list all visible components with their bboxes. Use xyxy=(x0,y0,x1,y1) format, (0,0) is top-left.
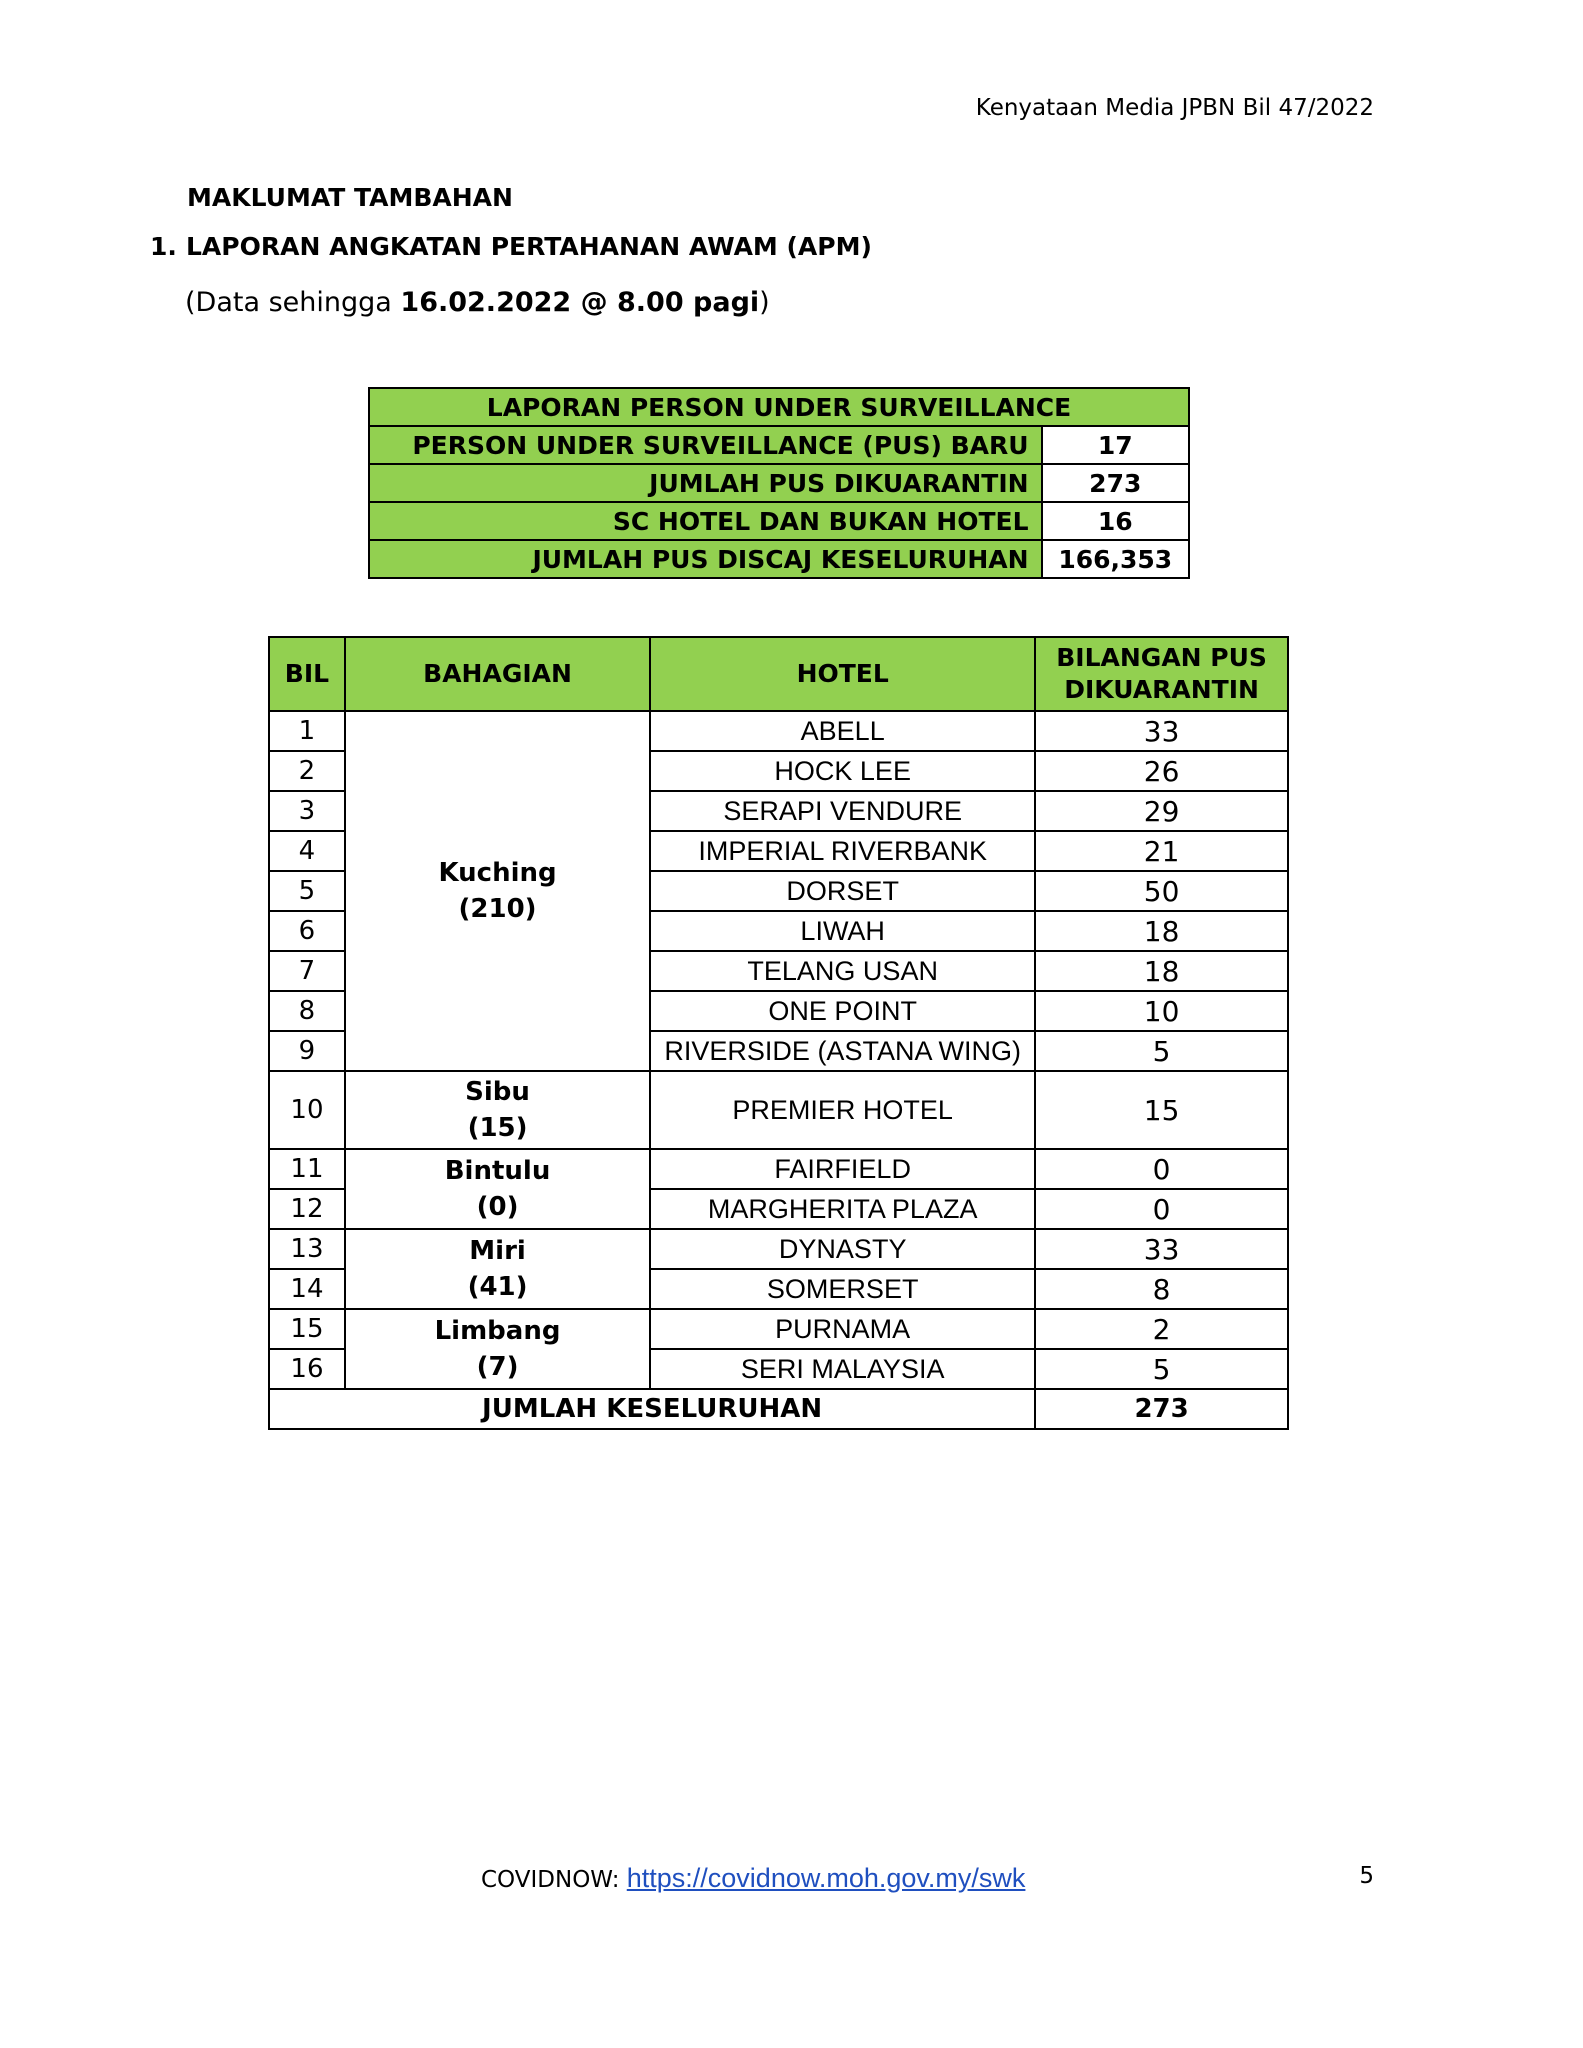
row-bil: 5 xyxy=(269,871,345,911)
region-miri xyxy=(345,1229,650,1309)
table-row xyxy=(269,1309,1288,1349)
row-count: 0 xyxy=(1035,1189,1288,1229)
region-name: Sibu xyxy=(465,1076,530,1107)
row-hotel: IMPERIAL RIVERBANK xyxy=(650,831,1035,871)
table-header-row xyxy=(269,637,1288,711)
row-hotel: FAIRFIELD xyxy=(650,1149,1035,1189)
row-hotel: DYNASTY xyxy=(650,1229,1035,1269)
row-hotel: TELANG USAN xyxy=(650,951,1035,991)
summary-label: JUMLAH PUS DIKUARANTIN xyxy=(369,464,1042,502)
table-row xyxy=(269,711,1288,751)
page-number: 5 xyxy=(1359,1863,1374,1889)
row-bil: 4 xyxy=(269,831,345,871)
count-header-line2: DIKUARANTIN xyxy=(1064,675,1259,704)
total-label: JUMLAH KESELURUHAN xyxy=(269,1389,1035,1429)
summary-label: SC HOTEL DAN BUKAN HOTEL xyxy=(369,502,1042,540)
row-count: 18 xyxy=(1035,951,1288,991)
row-count: 29 xyxy=(1035,791,1288,831)
row-hotel: SERI MALAYSIA xyxy=(650,1349,1035,1389)
summary-row xyxy=(369,426,1189,464)
row-count: 33 xyxy=(1035,711,1288,751)
row-hotel: SERAPI VENDURE xyxy=(650,791,1035,831)
row-count: 5 xyxy=(1035,1031,1288,1071)
column-header-hotel: HOTEL xyxy=(650,637,1035,711)
row-hotel: PURNAMA xyxy=(650,1309,1035,1349)
row-bil: 9 xyxy=(269,1031,345,1071)
row-hotel: MARGHERITA PLAZA xyxy=(650,1189,1035,1229)
region-count: (15) xyxy=(467,1113,528,1143)
column-header-bil: BIL xyxy=(269,637,345,711)
row-bil: 1 xyxy=(269,711,345,751)
report-title xyxy=(150,232,872,261)
summary-value: 166,353 xyxy=(1042,540,1189,578)
row-bil: 6 xyxy=(269,911,345,951)
report-number: 1. xyxy=(150,232,177,261)
row-bil: 10 xyxy=(269,1071,345,1149)
row-bil: 11 xyxy=(269,1149,345,1189)
count-header-line1: BILANGAN PUS xyxy=(1056,642,1267,672)
footer-prefix: COVIDNOW: xyxy=(481,1867,627,1893)
row-count: 5 xyxy=(1035,1349,1288,1389)
document-header: Kenyataan Media JPBN Bil 47/2022 xyxy=(975,95,1374,121)
row-count: 10 xyxy=(1035,991,1288,1031)
row-hotel: DORSET xyxy=(650,871,1035,911)
date-suffix: ) xyxy=(759,287,770,318)
region-limbang xyxy=(345,1309,650,1389)
summary-label: JUMLAH PUS DISCAJ KESELURUHAN xyxy=(369,540,1042,578)
summary-value: 16 xyxy=(1042,502,1189,540)
region-count: (41) xyxy=(467,1272,528,1302)
row-hotel: ABELL xyxy=(650,711,1035,751)
row-hotel: LIWAH xyxy=(650,911,1035,951)
region-bintulu xyxy=(345,1149,650,1229)
row-count: 50 xyxy=(1035,871,1288,911)
row-bil: 2 xyxy=(269,751,345,791)
date-prefix: (Data sehingga xyxy=(185,287,401,318)
row-bil: 3 xyxy=(269,791,345,831)
row-count: 21 xyxy=(1035,831,1288,871)
row-bil: 15 xyxy=(269,1309,345,1349)
row-bil: 8 xyxy=(269,991,345,1031)
pus-summary-table xyxy=(368,387,1190,579)
summary-row xyxy=(369,540,1189,578)
date-value: 16.02.2022 @ 8.00 pagi xyxy=(400,287,760,318)
row-hotel: PREMIER HOTEL xyxy=(650,1071,1035,1149)
summary-value: 273 xyxy=(1042,464,1189,502)
region-name: Kuching xyxy=(438,857,557,888)
region-count: (0) xyxy=(476,1192,519,1222)
row-bil: 12 xyxy=(269,1189,345,1229)
region-count: (210) xyxy=(458,894,537,924)
total-row xyxy=(269,1389,1288,1429)
summary-value: 17 xyxy=(1042,426,1189,464)
row-hotel: RIVERSIDE (ASTANA WING) xyxy=(650,1031,1035,1071)
section-title: MAKLUMAT TAMBAHAN xyxy=(187,183,513,212)
row-hotel: ONE POINT xyxy=(650,991,1035,1031)
region-name: Miri xyxy=(469,1235,526,1266)
table-row xyxy=(269,1071,1288,1149)
region-count: (7) xyxy=(476,1352,519,1382)
row-bil: 14 xyxy=(269,1269,345,1309)
row-bil: 7 xyxy=(269,951,345,991)
column-header-bahagian: BAHAGIAN xyxy=(345,637,650,711)
report-title-text: LAPORAN ANGKATAN PERTAHANAN AWAM (APM) xyxy=(186,232,872,261)
region-name: Limbang xyxy=(434,1315,561,1346)
row-bil: 16 xyxy=(269,1349,345,1389)
row-count: 15 xyxy=(1035,1071,1288,1149)
summary-label: PERSON UNDER SURVEILLANCE (PUS) BARU xyxy=(369,426,1042,464)
total-value: 273 xyxy=(1035,1389,1288,1429)
region-sibu xyxy=(345,1071,650,1149)
summary-table-title: LAPORAN PERSON UNDER SURVEILLANCE xyxy=(369,388,1189,426)
row-count: 26 xyxy=(1035,751,1288,791)
table-row xyxy=(269,1149,1288,1189)
summary-row xyxy=(369,464,1189,502)
region-kuching xyxy=(345,711,650,1071)
column-header-count xyxy=(1035,637,1288,711)
row-count: 33 xyxy=(1035,1229,1288,1269)
covidnow-link[interactable]: https://covidnow.moh.gov.my/swk xyxy=(626,1863,1026,1893)
table-row xyxy=(269,1229,1288,1269)
row-count: 18 xyxy=(1035,911,1288,951)
row-bil: 13 xyxy=(269,1229,345,1269)
footer xyxy=(481,1863,1025,1894)
summary-row xyxy=(369,502,1189,540)
hotel-quarantine-table xyxy=(268,636,1289,1430)
row-count: 0 xyxy=(1035,1149,1288,1189)
region-name: Bintulu xyxy=(444,1155,551,1186)
data-date-line xyxy=(185,287,770,318)
row-hotel: HOCK LEE xyxy=(650,751,1035,791)
row-hotel: SOMERSET xyxy=(650,1269,1035,1309)
row-count: 2 xyxy=(1035,1309,1288,1349)
row-count: 8 xyxy=(1035,1269,1288,1309)
